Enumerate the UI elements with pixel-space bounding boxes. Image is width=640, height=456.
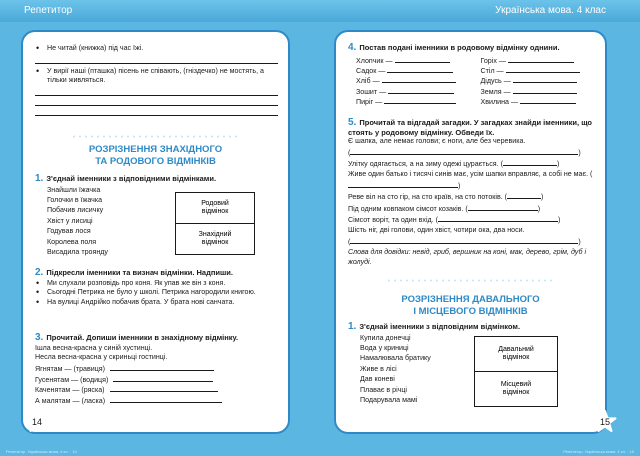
dotted-ornament xyxy=(71,134,241,139)
riddle-text: Сімсот воріт, та один вхід. ( xyxy=(348,216,438,225)
heading-line: РОЗРІЗНЕННЯ ДАВАЛЬНОГО xyxy=(401,294,540,305)
riddle-text: Живе один батько і тисячі синів має, усім шапки вправляє, а собі не має. ( xyxy=(348,169,593,178)
fill-line[interactable] xyxy=(387,65,453,73)
word-label: Хвилина — xyxy=(480,98,518,107)
left-task2 xyxy=(35,268,278,307)
word-label: Хліб — xyxy=(356,77,380,86)
paren: ( xyxy=(348,237,351,246)
case-locative[interactable] xyxy=(475,371,557,406)
left-top-exercise xyxy=(35,44,278,116)
task-number: 1. xyxy=(348,321,357,332)
word-item[interactable]: Хвіст у лисиці xyxy=(47,216,93,225)
page-number-right: 15 xyxy=(599,417,610,427)
bullet-item[interactable]: • Ми слухали розповідь про коня. Як упав же він з коня. xyxy=(35,279,278,289)
case-label: Знахідний відмінок xyxy=(198,230,232,246)
riddle-line: Реве віл на сто гір, на сто країв, на сто потоків. ( ) xyxy=(348,193,544,202)
declension-row[interactable] xyxy=(356,86,471,96)
task-number: 2. xyxy=(35,267,44,278)
fill-label: Ягнятам — (травиця) xyxy=(35,364,105,373)
heading-line: І МІСЦЕВОГО ВІДМІНКІВ xyxy=(413,305,528,317)
riddle-text: Реве віл на сто гір, на сто країв, на сто потоків. ( xyxy=(348,193,508,202)
fill-line[interactable] xyxy=(395,55,450,63)
declension-row[interactable] xyxy=(356,55,471,65)
riddle-line: Улітку одягається, а на зиму одежі цурається. ( ) xyxy=(348,160,560,169)
riddle-line: Шість ніг, дві голови, один хвіст, чотири ока, два носи. xyxy=(348,225,525,234)
fill-label: Каченятам — (ряска) xyxy=(35,386,105,395)
fill-row xyxy=(35,374,278,385)
task-number: 5. xyxy=(348,117,357,128)
task-title xyxy=(35,268,278,278)
section-heading xyxy=(23,144,288,167)
fill-line[interactable] xyxy=(438,214,558,222)
word-item[interactable]: Купила донечці xyxy=(360,333,411,342)
fill-label: Гусенятам — (водиця) xyxy=(35,375,109,384)
riddle-line: Сімсот воріт, та один вхід. ( ) xyxy=(348,216,561,225)
answer-line[interactable] xyxy=(35,106,278,116)
riddle-line: Під одним ковпаком сімсот козаків. ( ) xyxy=(348,204,541,213)
case-genitive[interactable] xyxy=(176,193,254,223)
header-right: Українська мова. 4 клас xyxy=(495,5,606,16)
riddle-line: Є шапка, але немає голови; є ноги, але без черевика. xyxy=(348,137,526,146)
task-number: 1. xyxy=(35,173,44,184)
fill-line[interactable] xyxy=(350,147,578,155)
fill-line[interactable] xyxy=(506,65,580,73)
fill-line[interactable] xyxy=(348,180,458,188)
fill-label: А малятам — (ласка) xyxy=(35,397,106,406)
word-item[interactable]: Плаває в річці xyxy=(360,385,408,394)
riddle-text: Улітку одягається, а на зиму одежі цурається. ( xyxy=(348,160,503,169)
bullet-item: • У вирії наші (пташка) пісень не співають, (гніздечко) не мостять, а тільки живляться. xyxy=(35,67,278,86)
poem-line: Ішла весна-красна у синій хустинці. xyxy=(35,343,153,352)
fill-line[interactable] xyxy=(388,86,454,94)
word-item[interactable]: Висадила троянду xyxy=(47,247,108,256)
word-label: Садок — xyxy=(356,66,386,75)
word-item[interactable]: Голочки в їжачка xyxy=(47,195,103,204)
dotted-ornament xyxy=(386,278,556,283)
task-title xyxy=(35,333,278,343)
riddle-text: Під одним ковпаком сімсот козаків. ( xyxy=(348,204,468,213)
declension-row[interactable] xyxy=(481,55,596,65)
fill-line[interactable] xyxy=(113,374,213,382)
fill-line[interactable] xyxy=(110,395,222,403)
answer-line[interactable] xyxy=(35,96,278,106)
fill-line[interactable] xyxy=(110,384,218,392)
riddle-answer-row: ( ) xyxy=(348,237,581,246)
declension-row[interactable] xyxy=(356,65,471,75)
word-item[interactable]: Королева поля xyxy=(47,237,97,246)
riddle-line: Живе один батько і тисячі синів має, усім шапки вправляє, а собі не має. () xyxy=(348,169,593,190)
case-box xyxy=(474,336,558,407)
left-page xyxy=(21,30,290,434)
declension-row[interactable] xyxy=(481,65,596,75)
word-item[interactable]: Намалювала братику xyxy=(360,354,431,363)
fill-line[interactable] xyxy=(468,203,538,211)
word-label: Зошит — xyxy=(356,87,387,96)
right-task5 xyxy=(348,118,595,267)
declension-grid xyxy=(348,55,595,107)
case-box xyxy=(175,192,255,255)
task-number: 4. xyxy=(348,42,357,53)
bullet-item: • Не читай (книжка) під час їжі. xyxy=(35,44,278,54)
heading-line: РОЗРІЗНЕННЯ ЗНАХІДНОГО xyxy=(88,144,223,155)
reference-words: Слова для довідки: невід, гриб, вершник на коні, мак, дерево, грім, дуб і жолуді. xyxy=(348,248,587,266)
fill-row xyxy=(35,363,278,374)
case-accusative[interactable] xyxy=(176,223,254,254)
header-left: Репетитор xyxy=(24,5,73,16)
task-title xyxy=(348,43,595,53)
task-text: З'єднай іменники з відповідним відмінком. xyxy=(359,322,521,331)
fill-line[interactable] xyxy=(508,55,574,63)
answer-line[interactable] xyxy=(35,54,278,64)
word-label: Хлопчик — xyxy=(356,56,393,65)
word-item[interactable]: Годував лося xyxy=(47,227,91,236)
word-item[interactable]: Побачив лисичку xyxy=(47,206,104,215)
task-title xyxy=(348,118,595,137)
task-title xyxy=(35,174,278,184)
footer-left: Репетитор. Українська мова. 4 кл. · 14 xyxy=(6,449,77,454)
bullet-item[interactable]: • На вулиці Андрійко побачив брата. У брата нові санчата. xyxy=(35,298,278,308)
section-heading xyxy=(336,294,605,317)
heading-line: ТА РОДОВОГО ВІДМІНКІВ xyxy=(95,155,216,167)
fill-line[interactable] xyxy=(110,363,214,371)
fill-line[interactable] xyxy=(503,158,557,166)
answer-line[interactable] xyxy=(35,86,278,96)
declension-row[interactable] xyxy=(356,75,471,85)
case-label: Родовий відмінок xyxy=(201,199,229,215)
word-label: Горіх — xyxy=(480,56,506,65)
word-item[interactable]: Дав коневі xyxy=(360,375,395,384)
task-text: Прочитай та відгадай загадки. У загадках знайди іменники, що стоять у родовому відмінку. Обведи їх. xyxy=(348,118,593,137)
footer-right: Репетитор. Українська мова. 4 кл. · 15 xyxy=(563,449,634,454)
word-item[interactable]: Живе в лісі xyxy=(360,364,397,373)
case-label: Місцевий відмінок xyxy=(500,380,532,396)
task-text: Підкресли іменники та визнач відмінки. Надпиши. xyxy=(46,268,233,277)
fill-line[interactable] xyxy=(384,96,456,104)
fill-line[interactable] xyxy=(382,75,456,83)
fill-row xyxy=(35,384,278,395)
right-task4 xyxy=(348,43,595,107)
word-label: Стіл — xyxy=(480,66,504,75)
word-label: Земля — xyxy=(480,87,511,96)
task-title xyxy=(348,322,595,332)
task-number: 3. xyxy=(35,332,44,343)
declension-row[interactable] xyxy=(481,96,596,106)
page-number-left: 14 xyxy=(31,417,42,427)
case-label: Давальний відмінок xyxy=(498,345,534,361)
case-dative[interactable] xyxy=(475,337,557,371)
bullet-item[interactable]: • Сьогодні Петрика не було у школі. Петрика нагородили книгою. xyxy=(35,288,278,298)
declension-row[interactable] xyxy=(481,75,596,85)
task-text: З'єднай іменники з відповідними відмінками. xyxy=(46,174,217,183)
word-label: Дідусь — xyxy=(480,77,511,86)
riddle-answer-row: ( ) xyxy=(348,148,581,157)
poem-line: Несла весна-красна у скриньці гостинці. xyxy=(35,353,168,362)
word-label: Пиріг — xyxy=(356,98,383,107)
fill-line[interactable] xyxy=(513,75,577,83)
fill-line[interactable] xyxy=(350,236,578,244)
word-item[interactable]: Вода у криниці xyxy=(360,343,409,352)
right-page xyxy=(334,30,607,434)
declension-row[interactable] xyxy=(356,96,471,106)
declension-row[interactable] xyxy=(481,86,596,96)
fill-line[interactable] xyxy=(513,86,577,94)
word-item[interactable]: Подарувала мамі xyxy=(360,395,418,404)
fill-line[interactable] xyxy=(507,191,541,199)
paren: ( xyxy=(348,148,351,157)
fill-row xyxy=(35,395,278,406)
left-task3 xyxy=(35,333,278,406)
task-text: Постав подані іменники в родовому відмінку однини. xyxy=(359,43,560,52)
task-text: Прочитай. Допиши іменники в знахідному відмінку. xyxy=(46,333,239,342)
fill-line[interactable] xyxy=(520,96,576,104)
word-item[interactable]: Знайшли їжачка xyxy=(47,185,101,194)
